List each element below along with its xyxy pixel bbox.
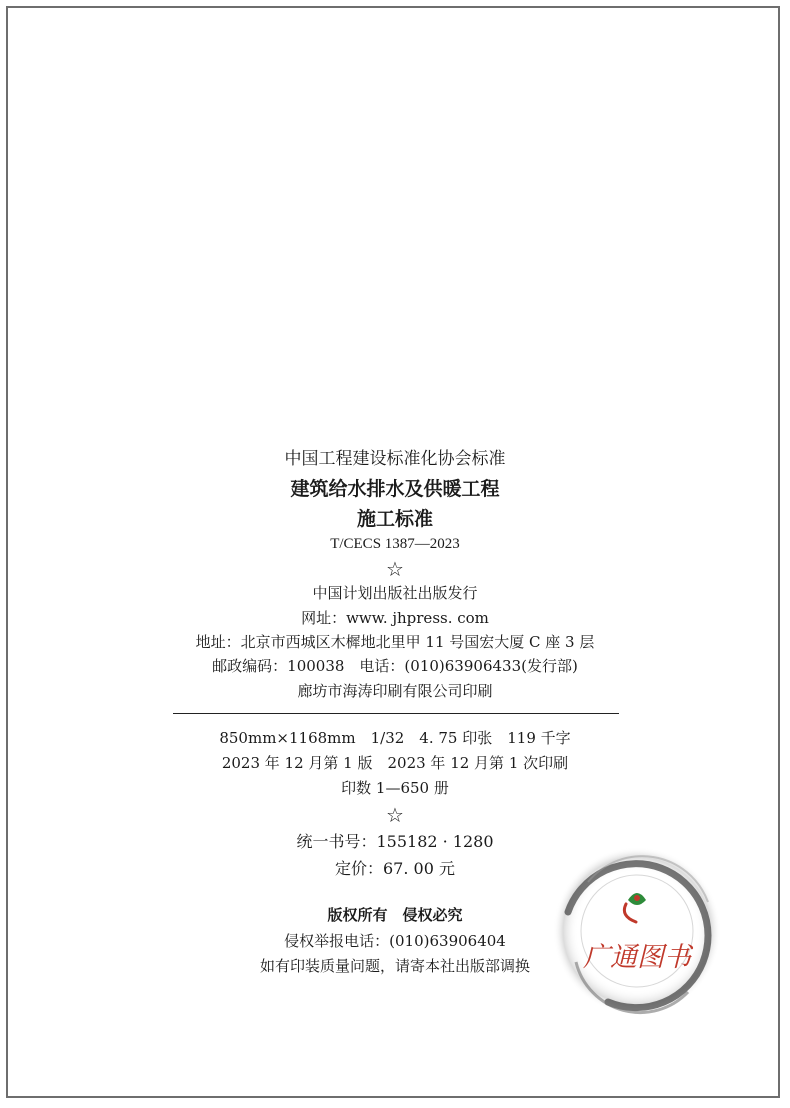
- format-info: 850mm×1168mm 1/32 4. 75 印张 119 千字: [219, 729, 571, 747]
- seal-text: 广通图书: [583, 942, 691, 973]
- quality-notice: 如有印装质量问题，请寄本社出版部调换: [259, 957, 530, 975]
- standard-code: T/CECS 1387—2023: [330, 536, 460, 552]
- divider-line: [173, 713, 619, 714]
- isbn: 统一书号：155182 · 1280: [296, 832, 494, 851]
- guangtong-books-seal: [548, 842, 726, 1020]
- association-standard-label: 中国工程建设标准化协会标准: [284, 449, 506, 469]
- publisher-postal-phone: 邮政编码：100038 电话：(010)63906433(发行部): [212, 657, 578, 675]
- price: 定价：67. 00 元: [335, 859, 455, 878]
- print-run: 印数 1—650 册: [341, 779, 449, 797]
- publisher-address: 地址：北京市西城区木樨地北里甲 11 号国宏大厦 C 座 3 层: [195, 633, 595, 651]
- publisher-website: 网址：www. jhpress. com: [301, 609, 489, 627]
- book-title-line1: 建筑给水排水及供暖工程: [290, 478, 500, 500]
- edition-info: 2023 年 12 月第 1 版 2023 年 12 月第 1 次印刷: [221, 754, 569, 772]
- star-divider-icon: ☆: [386, 803, 404, 827]
- star-divider-icon: ☆: [386, 557, 404, 581]
- seal-ring-icon: [548, 842, 726, 1020]
- printer-name: 廊坊市海涛印刷有限公司印刷: [297, 682, 493, 700]
- book-title-line2: 施工标准: [356, 508, 433, 530]
- publisher-name: 中国计划出版社出版发行: [312, 584, 478, 602]
- infringement-report-phone: 侵权举报电话：(010)63906404: [284, 932, 506, 950]
- copyright-notice: 版权所有 侵权必究: [327, 906, 463, 924]
